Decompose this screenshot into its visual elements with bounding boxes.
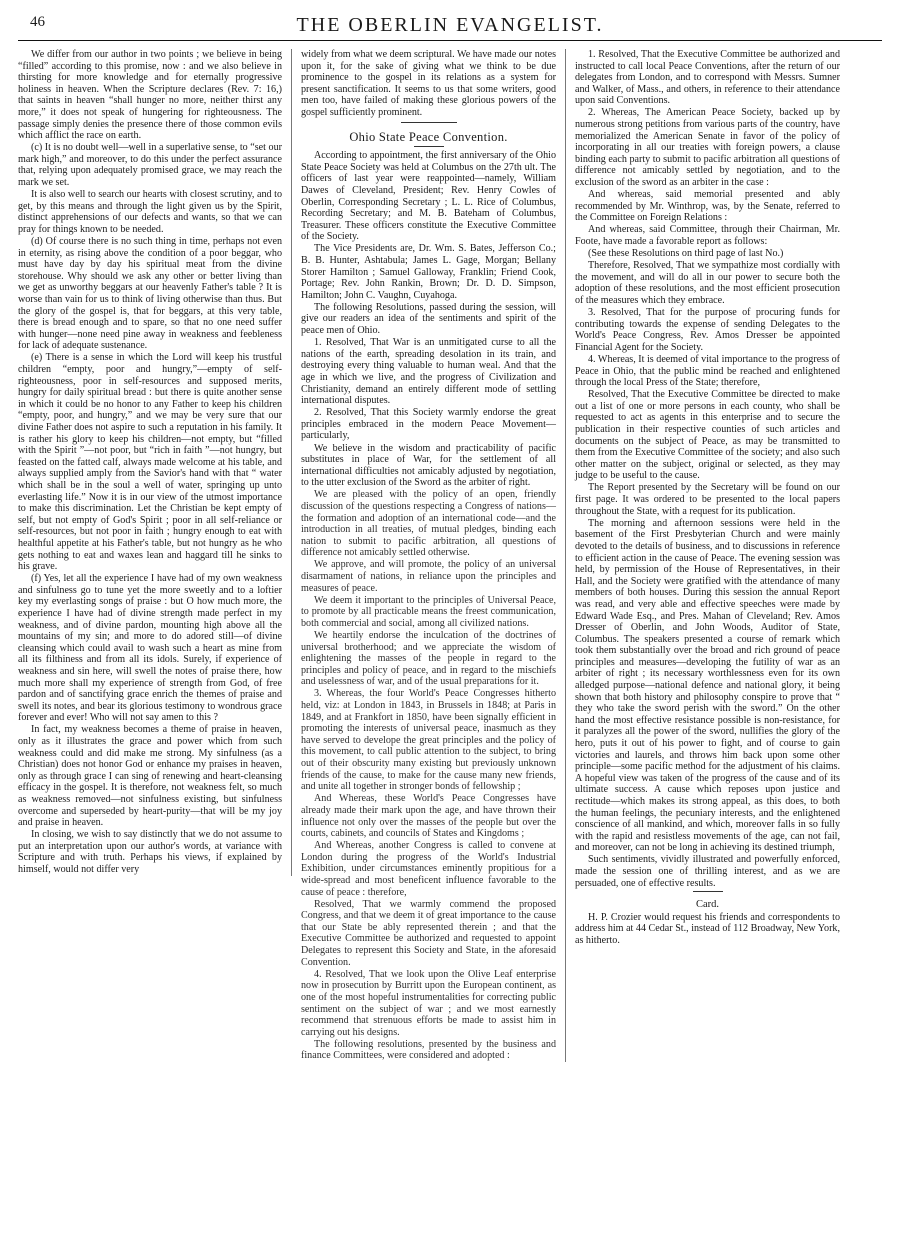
paragraph: And Whereas, another Congress is called to convene at London during the progress of the World's Industrial Exhibition, under circumstances eminently propitious for a wide-spread and most beneficent influence favorable to the cause of peace : therefore, — [301, 840, 556, 898]
paragraph: (See these Resolutions on third page of last No.) — [588, 248, 784, 260]
column-2 — [292, 49, 566, 1062]
paragraph: 3. Whereas, the four World's Peace Congresses hitherto held, viz: at London in 1843, in Brussels in 1848; at Paris in 1849, and at Frankfort in 1850, have been signally efficient in promoting the interests of universal peace, inasmuch as they have served to develope the great principles and the policy of this movement, to call public attention to the subject, to bring out of their obscurity many existing but previously unknown friends of the cause, to make for the cause many new friends, and unite all together in stronger bonds of fellowship ; — [301, 688, 556, 793]
publication-title: THE OBERLIN EVANGELIST. — [296, 14, 604, 36]
paragraph: According to appointment, the first anniversary of the Ohio State Peace Society was held at Columbus on the 27th ult. The officers of last year were reappointed—namely, William Dawes of Cleveland, President; Rev. Henry Cowles of Oberlin, Corresponding Secretary ; L. L. Rice of Columbus, Recording Secretary; and M. B. Bateham of Columbus, Treasurer. These officers constitute the Executive Committee of the Society. — [301, 150, 556, 243]
card-heading: Card. — [695, 899, 720, 911]
paragraph: We approve, and will promote, the policy of an universal disarmament of nations, in reliance upon the principles and measures of peace. — [301, 559, 556, 594]
paragraph: We believe in the wisdom and practicability of pacific substitutes in place of War, for the settlement of all international difficulties not amicably adjusted by negotiation, to the utter exclusion of the Sword as the arbiter of right. — [301, 442, 556, 489]
paragraph: 2. Resolved, That this Society warmly endorse the great principles embraced in the modern Peace Movement—particularly, — [301, 407, 556, 442]
page-number: 46 — [30, 14, 45, 30]
divider-rule-small — [693, 891, 723, 892]
divider-rule — [401, 122, 457, 123]
paragraph: 1. Resolved, That the Executive Committee be authorized and instructed to call local Peace Conventions, after the return of our delegates from London, and to correspond with Messrs. Sumner and Walker, of Mass., and others, in reference to their attendance upon said Conventions. — [575, 49, 840, 107]
masthead — [18, 14, 882, 41]
paragraph: (d) Of course there is no such thing in time, perhaps not even in eternity, as rising above the condition of a poor beggar, who must have day by day his spiritual meat from the divine storehouse. Why should we ask any other or better living than we get as unworthy beggars at our heavenly Father's table ? It is worse than vain for us to think of living otherwise than thus. But the glory of the gospel is, that for beggars, at this very table, there is bread enough and to spare, so that no one need suffer with hunger—none need pine away in weakness and feebleness for lack of adequate sustenance. — [18, 236, 282, 352]
paragraph-continuation: widely from what we deem scriptural. We have made our notes upon it, for the sake of giving what we think to be due prominence to the gospel in its relations as a system for present sanctification. It seems to us that some writers, good men too, have failed of making these glorious powers of the gospel sufficiently prominent. — [301, 49, 556, 118]
paragraph: And whereas, said Committee, through their Chairman, Mr. Foote, have made a favorable report as follows: — [575, 224, 840, 247]
paragraph: The morning and afternoon sessions were held in the basement of the First Presbyterian Church and were mainly devoted to the details of business, and to discussions in reference to efficient action in the cause of Peace. The evening session was held, by permission of the House of Representatives, in their Hall, and the Society were gratified with the attendance of many members of both houses. During this session the annual Report was read, and very able and effective speeches were made by Edward Wade Esq., and Pres. Mahan of Cleveland; Rev. Amos Dresser of Oberlin, and John Woods, Auditor of State, Columbus. The speakers presented a course of remark which took them substantially over the broad and rich ground of peace principles and measures—developing the futility of war as an arbiter of right ; its necessary worthlessness even for its own alledged purpose—national defence and national glory, it being shown that both history and philosophy conspire to prove that “ they who take the sword perish with the sword.” On the other hand the most effective resistance possible is non-resistance, for it paralyzes all the power of the sword, nullifies the glory of the hero, puts it out of his power to fight, and of course to gain victories and laurels, and throws him back upon some other principle—some pacific method for the adjustment of his claims. A hopeful view was taken of the progress of the cause and of its ultimate success. A cause which reposes upon justice and rectitude—which makes its strong appeal, as this does, to both the human feelings, the pecuniary interests, and the enlightened conscience of all mankind, and which, moreover falls in so fully with the rapid and resistless movements of the age, can not fail, and moreover, can not be long in achieving its destined triumph, — [575, 517, 840, 854]
paragraph: And whereas, said memorial presented and ably recommended by Mr. Winthrop, was, by the Senate, referred to the Committee on Foreign Relations : — [575, 189, 840, 224]
paragraph: And Whereas, these World's Peace Congresses have already made their mark upon the age, and have thrown their influence not only over the masses of the people but over the courts, cabinets, and councils of States and Kingdoms ; — [301, 793, 556, 840]
paragraph: The Vice Presidents are, Dr. Wm. S. Bates, Jefferson Co.; B. B. Hunter, Ashtabula; James L. Gage, Morgan; Bellany Storer Hamilton ; Samuel Galloway, Franklin; Friend Cook, Portage; Rev. John Rankin, Brown; Dr. D. D. Simpson, Hamilton; John C. Vaughn, Cuyahoga. — [301, 243, 556, 301]
paragraph: In closing, we wish to say distinctly that we do not assume to put an interpretation upon our author's words, at variance with Scripture and with truth. Perhaps his views, if explained by himself, would not differ very — [18, 829, 282, 876]
paragraph: In fact, my weakness becomes a theme of praise in heaven, only as it illustrates the grace and power which from such weakness could and did make me strong. My sinfulness (as a Christian) does not honor God or enhance my praises in heaven, only as through grace I can sing of renewing and heart-cleansing efficacy in the gospel. It is therefore, not weakness felt, so much as weakness removed—not sinfulness existing, but sinfulness overcome and superseded by heart-purity—that will be my joy and praise in heaven. — [18, 724, 282, 829]
paragraph: (e) There is a sense in which the Lord will keep his trustful children “empty, poor and hungry,”—empty of self-righteousness, poor in self-resources and supposed merits, hungry for daily spiritual bread : but there is quite another sense in which it could be no honor to any Father to keep his children “empty, poor, and hungry,” and we may be very sure that our divine Father does not aspire to such a reputation in his family. It is rather his glory to keep his children—not empty, but “filled with the Spirit ”—not poor, but “rich in faith ”—not hungry, but feasted on the fatted calf, always made welcome at his table, and always supplied amply from the Savior's hand with that “ water which shall be in the soul a well of water, springing up unto everlasting life.” Now it is in our view of the utmost importance to make this discrimination. Let the Christian be kept empty of self, but not empty of God's Spirit ; poor in all self-reliance or self-resources, but not poor in faith ; hungry enough to eat with healthful appetite at his Father's table, but not hungry as he who gets nothing to eat and waxes lean and haggard till he sinks to his grave. — [18, 352, 282, 573]
divider-rule-small — [414, 146, 444, 147]
paragraph: 1. Resolved, That War is an unmitigated curse to all the nations of the earth, spreading desolation in its train, and destroying every thing valuable to human weal. And that the age in which we live, and the progress of Civilization and Christianity, demand an entirely different mode of settling international disputes. — [301, 337, 556, 407]
paragraph: Therefore, Resolved, That we sympathize most cordially with the movement, and will do all in our power to secure both the adoption of these resolutions, and the most efficient prosecution of the measures which they embrace. — [575, 260, 840, 306]
paragraph: 2. Whereas, The American Peace Society, backed up by numerous strong petitions from various parts of the country, have memorialized the American Senate in favor of the policy of incorporating in all our treaties with foreign powers, a clause binding each party to submit to pacific arbitration all questions of difference not amicably settled by negotiation, and to the exclusion of the sword as an arbiter in the case : — [575, 107, 840, 189]
paragraph: Resolved, That we warmly commend the proposed Congress, and that we deem it of great importance to the cause that our State be ably represented therein ; and that the Executive Committee be authorized and requested to appoint Delegates to represent this Society and State, in the aforesaid Convention. — [301, 898, 556, 968]
paragraph: 4. Resolved, That we look upon the Olive Leaf enterprise now in prosecution by Burritt upon the European continent, as one of the most hopeful instrumentalities for correcting public sentiment on the subject of war ; and we most earnestly recommend that strenuous efforts be made to assist him in carrying out his designs. — [301, 968, 556, 1038]
section-heading: Ohio State Peace Convention. — [349, 129, 508, 144]
paragraph: Resolved, That the Executive Committee be directed to make out a list of one or more persons in each county, who shall be requested to act as agents in this enterprise and to secure the publication in their respective counties of such articles and documents on the subject of Peace, as may be transmitted to them from the Executive Committee of the society; and also such other matter on the subject, original or selected, as they may judge to be useful to the cause. — [575, 389, 840, 482]
card-paragraph: H. P. Crozier would request his friends and correspondents to address him at 44 Cedar St., instead of 112 Broadway, New York, as hitherto. — [575, 911, 840, 947]
paragraph: We deem it important to the principles of Universal Peace, to promote by all practicable means the freest communication, both commercial and social, among all civilized nations. — [301, 594, 556, 629]
paragraph: (f) Yes, let all the experience I have had of my own weakness and sinfulness go to tune yet the more sweetly and to a loftier key my everlasting songs of praise : but O how much more, the experience I have had of divine strength made perfect in my weakness, and of divine pardon, mounting high above all the mountains of my sin; and more to do adored still—of divine cleansing which could avail to wash such a heart as mine from all its filthiness and from all its idols. Surely, if experience of weakness and sin here, will swell the notes of praise there, how much more shall my experience of strength from God, of free pardon and of sanctifying grace enrich the themes of praise and swell its notes, and bear its glorious testimony to wondrous grace forever and ever! Who will not say amen to this ? — [18, 573, 282, 724]
paragraph: 4. Whereas, It is deemed of vital importance to the progress of Peace in Ohio, that the public mind be reached and enlightened through the local Press of the State; therefore, — [575, 353, 840, 389]
paragraph: Such sentiments, vividly illustrated and powerfully enforced, made the session one of thrilling interest, and as we are persuaded, one of effective results. — [575, 854, 840, 889]
paragraph: (c) It is no doubt well—well in a superlative sense, to “set our mark high,” and moreover, to do this under the perfect assurance that, relying upon adequately promised grace, we may reach the mark we set. — [18, 142, 282, 189]
column-1 — [18, 49, 292, 876]
paragraph: It is also well to search our hearts with closest scrutiny, and to get, by this means and through the light given us by the Spirit, distinct apprehensions of our defects and wants, so that we can pray for things known to be needed. — [18, 189, 282, 235]
paragraph: The following resolutions, presented by the business and finance Committees, were considered and adopted : — [301, 1038, 556, 1062]
paragraph: 3. Resolved, That for the purpose of procuring funds for contributing towards the expense of sending Delegates to the World's Peace Congress, Rev. Amos Dresser be appointed Financial Agent for the Society. — [575, 307, 840, 353]
column-3 — [566, 49, 840, 947]
paragraph: We differ from our author in two points ; we believe in being “filled” according to this promise, now : and we also believe in thirsting for more knowledge and for eternally progressive holiness in heaven. When the Scripture declares (Rev. 7: 16,) that saints in heaven “shall hunger no more, neither thirst any more,” it does not speak of hungering for righteousness. The passage simply denies the presence there of those common evils which afflict the race on earth. — [18, 49, 282, 142]
paragraph: The following Resolutions, passed during the session, will give our readers an idea of the sentiments and spirit of the peace men of Ohio. — [301, 301, 556, 337]
paragraph: We are pleased with the policy of an open, friendly discussion of the questions respecting a Congress of nations—the formation and adoption of an international code—and the introduction in all treaties, of mutual pledges, binding each nation to submit to pacific arbitration, all questions of difference not amicably settled otherwise. — [301, 489, 556, 559]
columns-container — [18, 49, 882, 1235]
paragraph: The Report presented by the Secretary will be found on our first page. It was ordered to be presented to the local papers throughout the State, with a request for its publication. — [575, 482, 840, 517]
paragraph: We heartily endorse the inculcation of the doctrines of universal brotherhood; and we appreciate the wisdom of enlightening the masses of the people in regard to the principles and policy of peace, and in regard to the mischiefs and uselessness of war, and of the usual preparations for it. — [301, 630, 556, 688]
